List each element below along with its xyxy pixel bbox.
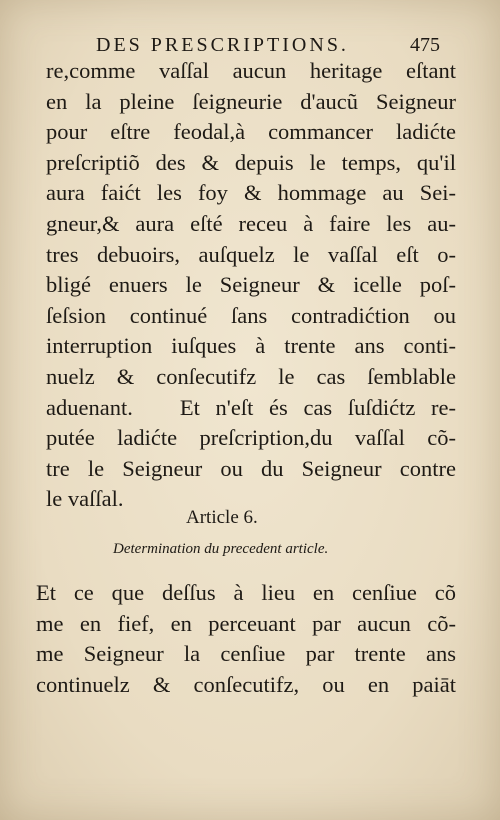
- text-line: tres debuoirs, auſquelz le vaſſal eſt o-: [46, 241, 456, 267]
- text-line: me en fief, en perceuant par aucun cõ-: [36, 610, 456, 636]
- article-heading: Article 6.: [186, 507, 258, 528]
- text-line: preſcriptiõ des & depuis le temps, qu'il: [46, 149, 456, 175]
- text-line: en la pleine ſeigneurie d'aucũ Seigneur: [46, 88, 456, 114]
- text-line: gneur,& aura eſté receu à faire les au-: [46, 210, 456, 236]
- text-line: bligé enuers le Seigneur & icelle poſ-: [46, 272, 456, 298]
- text-line: nuelz & conſecutifz le cas ſemblable: [46, 363, 456, 389]
- paragraph-1: [46, 56, 456, 515]
- text-line: tre le Seigneur ou du Seigneur contre: [46, 455, 456, 481]
- text-line: le vaſſal.: [46, 486, 124, 512]
- text-line: Et ce que deſſus à lieu en cenſiue cõ: [36, 580, 456, 605]
- text-line: aduenant. Et n'eſt és cas ſuſdićtz re-: [46, 394, 456, 420]
- text-line: interruption iuſques à trente ans conti-: [46, 333, 456, 359]
- text-line: me Seigneur la cenſiue par trente ans: [36, 641, 456, 667]
- text-line: pour eſtre feodal,à commancer ladićte: [46, 119, 456, 145]
- text-line: continuelz & conſecutifz, ou en paiāt: [36, 671, 456, 697]
- article-subheading: Determination du precedent article.: [113, 541, 329, 557]
- paragraph-2: [36, 578, 456, 700]
- text-line: aura faićt les foy & hommage au Sei-: [46, 180, 456, 206]
- page-number: 475: [410, 34, 440, 56]
- text-line: putée ladićte preſcription,du vaſſal cõ-: [46, 425, 456, 451]
- running-title: DES PRESCRIPTIONS.: [96, 34, 349, 56]
- text-line: ſeſsion continué ſans contradićtion ou: [46, 302, 456, 328]
- text-line: re,comme vaſſal aucun heritage eſtant: [46, 58, 456, 83]
